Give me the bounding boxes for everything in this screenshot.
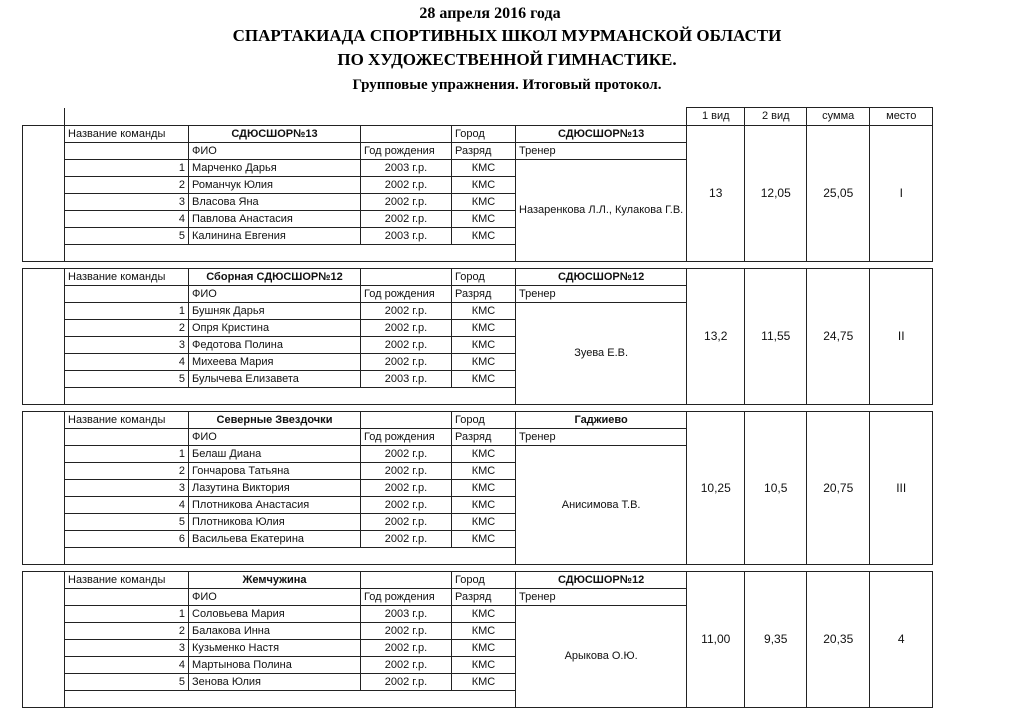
member-birth-year: 2003 г.р. <box>361 606 452 623</box>
member-birth-year: 2002 г.р. <box>361 531 452 548</box>
member-number: 1 <box>65 303 189 320</box>
member-fio: Марченко Дарья <box>189 160 361 177</box>
member-fio: Михеева Мария <box>189 354 361 371</box>
team-name: СДЮСШОР№13 <box>189 126 361 143</box>
member-rank: КМС <box>452 228 516 245</box>
member-fio: Плотникова Анастасия <box>189 497 361 514</box>
member-rank: КМС <box>452 531 516 548</box>
col-header-sum: сумма <box>807 108 870 126</box>
score-sum: 25,05 <box>807 126 870 262</box>
score-vid1: 11,00 <box>687 572 745 708</box>
member-rank: КМС <box>452 303 516 320</box>
member-number: 1 <box>65 606 189 623</box>
team-city: Гаджиево <box>516 412 687 429</box>
member-birth-year: 2002 г.р. <box>361 623 452 640</box>
column-header-row <box>23 108 933 126</box>
member-fio: Соловьева Мария <box>189 606 361 623</box>
member-rank: КМС <box>452 371 516 388</box>
member-birth-year: 2002 г.р. <box>361 480 452 497</box>
member-rank: КМС <box>452 623 516 640</box>
member-birth-year: 2002 г.р. <box>361 674 452 691</box>
member-number: 5 <box>65 371 189 388</box>
member-rank: КМС <box>452 160 516 177</box>
member-birth-year: 2002 г.р. <box>361 463 452 480</box>
team-city: СДЮСШОР№12 <box>516 269 687 286</box>
team-name-spacer <box>361 126 452 143</box>
header-spacer <box>65 589 189 606</box>
member-rank: КМС <box>452 497 516 514</box>
score-vid1: 10,25 <box>687 412 745 565</box>
team-name-label: Название команды <box>65 126 189 143</box>
member-number: 1 <box>65 446 189 463</box>
birth-year-label: Год рождения <box>361 429 452 446</box>
member-birth-year: 2002 г.р. <box>361 354 452 371</box>
col-header-vid1: 1 вид <box>687 108 745 126</box>
team-separator <box>23 262 933 269</box>
score-vid2: 10,5 <box>745 412 807 565</box>
birth-year-label: Год рождения <box>361 286 452 303</box>
team-name-row <box>23 269 933 286</box>
rank-label: Разряд <box>452 429 516 446</box>
document-title-line2: ПО ХУДОЖЕСТВЕННОЙ ГИМНАСТИКЕ. <box>337 50 677 69</box>
member-rank: КМС <box>452 211 516 228</box>
team-name-row <box>23 572 933 589</box>
team-name-spacer <box>361 269 452 286</box>
member-fio: Федотова Полина <box>189 337 361 354</box>
member-fio: Зенова Юлия <box>189 674 361 691</box>
city-label: Город <box>452 412 516 429</box>
member-number: 3 <box>65 194 189 211</box>
team-separator <box>23 405 933 412</box>
team-separator <box>23 565 933 572</box>
member-birth-year: 2002 г.р. <box>361 177 452 194</box>
document-subtitle: Групповые упражнения. Итоговый протокол. <box>352 77 662 93</box>
team-place: I <box>870 126 933 262</box>
member-fio: Балакова Инна <box>189 623 361 640</box>
team-block-margin <box>23 126 65 262</box>
member-fio: Белаш Диана <box>189 446 361 463</box>
member-number: 5 <box>65 514 189 531</box>
member-fio: Булычева Елизавета <box>189 371 361 388</box>
header-spacer <box>65 286 189 303</box>
team-block-margin <box>23 572 65 708</box>
team-block-margin <box>23 412 65 565</box>
member-birth-year: 2002 г.р. <box>361 337 452 354</box>
rank-label: Разряд <box>452 286 516 303</box>
member-number: 2 <box>65 623 189 640</box>
member-fio: Лазутина Виктория <box>189 480 361 497</box>
birth-year-label: Год рождения <box>361 589 452 606</box>
member-fio: Кузьменко Настя <box>189 640 361 657</box>
member-rank: КМС <box>452 606 516 623</box>
member-birth-year: 2002 г.р. <box>361 320 452 337</box>
team-place: II <box>870 269 933 405</box>
member-birth-year: 2002 г.р. <box>361 303 452 320</box>
team-name: Сборная СДЮСШОР№12 <box>189 269 361 286</box>
col-header-place: место <box>870 108 933 126</box>
fio-label: ФИО <box>189 143 361 160</box>
member-rank: КМС <box>452 480 516 497</box>
coach-label: Тренер <box>516 143 687 160</box>
member-rank: КМС <box>452 640 516 657</box>
header-spacer <box>65 429 189 446</box>
member-birth-year: 2002 г.р. <box>361 211 452 228</box>
member-number: 3 <box>65 480 189 497</box>
coach-label: Тренер <box>516 589 687 606</box>
member-fio: Мартынова Полина <box>189 657 361 674</box>
member-rank: КМС <box>452 514 516 531</box>
member-fio: Павлова Анастасия <box>189 211 361 228</box>
score-vid1: 13,2 <box>687 269 745 405</box>
team-place: 4 <box>870 572 933 708</box>
rank-label: Разряд <box>452 143 516 160</box>
team-name-label: Название команды <box>65 269 189 286</box>
member-number: 4 <box>65 657 189 674</box>
member-number: 6 <box>65 531 189 548</box>
member-fio: Опря Кристина <box>189 320 361 337</box>
member-rank: КМС <box>452 320 516 337</box>
member-number: 4 <box>65 354 189 371</box>
fio-label: ФИО <box>189 286 361 303</box>
header-spacer <box>65 143 189 160</box>
member-birth-year: 2003 г.р. <box>361 160 452 177</box>
member-number: 2 <box>65 463 189 480</box>
member-fio: Калинина Евгения <box>189 228 361 245</box>
score-sum: 20,35 <box>807 572 870 708</box>
fio-label: ФИО <box>189 429 361 446</box>
document-date: 28 апреля 2016 года <box>419 5 561 22</box>
empty-cell <box>65 245 516 262</box>
member-fio: Гончарова Татьяна <box>189 463 361 480</box>
member-rank: КМС <box>452 657 516 674</box>
rank-label: Разряд <box>452 589 516 606</box>
birth-year-label: Год рождения <box>361 143 452 160</box>
member-rank: КМС <box>452 446 516 463</box>
coach-label: Тренер <box>516 286 687 303</box>
city-label: Город <box>452 572 516 589</box>
member-rank: КМС <box>452 177 516 194</box>
city-label: Город <box>452 126 516 143</box>
fio-label: ФИО <box>189 589 361 606</box>
member-fio: Васильева Екатерина <box>189 531 361 548</box>
member-number: 2 <box>65 177 189 194</box>
member-birth-year: 2002 г.р. <box>361 446 452 463</box>
team-name-label: Название команды <box>65 412 189 429</box>
member-birth-year: 2003 г.р. <box>361 228 452 245</box>
score-vid2: 9,35 <box>745 572 807 708</box>
member-number: 5 <box>65 674 189 691</box>
team-city: СДЮСШОР№12 <box>516 572 687 589</box>
team-coach: Арыкова О.Ю. <box>516 606 687 708</box>
team-name-row <box>23 126 933 143</box>
team-name: Северные Звездочки <box>189 412 361 429</box>
team-name: Жемчужина <box>189 572 361 589</box>
member-number: 2 <box>65 320 189 337</box>
member-rank: КМС <box>452 354 516 371</box>
empty-cell <box>65 548 516 565</box>
member-birth-year: 2002 г.р. <box>361 514 452 531</box>
team-coach: Зуева Е.В. <box>516 303 687 405</box>
team-name-label: Название команды <box>65 572 189 589</box>
score-vid1: 13 <box>687 126 745 262</box>
member-rank: КМС <box>452 194 516 211</box>
member-birth-year: 2002 г.р. <box>361 194 452 211</box>
results-protocol-table <box>22 107 933 708</box>
member-rank: КМС <box>452 674 516 691</box>
member-number: 4 <box>65 497 189 514</box>
member-rank: КМС <box>452 463 516 480</box>
member-number: 4 <box>65 211 189 228</box>
score-vid2: 11,55 <box>745 269 807 405</box>
member-birth-year: 2002 г.р. <box>361 497 452 514</box>
score-vid2: 12,05 <box>745 126 807 262</box>
member-number: 1 <box>65 160 189 177</box>
member-number: 3 <box>65 640 189 657</box>
team-coach: Назаренкова Л.Л., Кулакова Г.В. <box>516 160 687 262</box>
member-fio: Романчук Юлия <box>189 177 361 194</box>
empty-cell <box>65 691 516 708</box>
member-fio: Власова Яна <box>189 194 361 211</box>
city-label: Город <box>452 269 516 286</box>
col-header-vid2: 2 вид <box>745 108 807 126</box>
coach-label: Тренер <box>516 429 687 446</box>
member-fio: Бушняк Дарья <box>189 303 361 320</box>
member-birth-year: 2003 г.р. <box>361 371 452 388</box>
member-number: 5 <box>65 228 189 245</box>
member-fio: Плотникова Юлия <box>189 514 361 531</box>
team-block-margin <box>23 269 65 405</box>
team-city: СДЮСШОР№13 <box>516 126 687 143</box>
score-sum: 24,75 <box>807 269 870 405</box>
team-name-spacer <box>361 572 452 589</box>
team-name-row <box>23 412 933 429</box>
score-sum: 20,75 <box>807 412 870 565</box>
member-rank: КМС <box>452 337 516 354</box>
document-title-line1: СПАРТАКИАДА СПОРТИВНЫХ ШКОЛ МУРМАНСКОЙ ОБЛАСТИ <box>232 26 782 45</box>
team-place: III <box>870 412 933 565</box>
member-birth-year: 2002 г.р. <box>361 640 452 657</box>
empty-cell <box>65 388 516 405</box>
team-name-spacer <box>361 412 452 429</box>
member-number: 3 <box>65 337 189 354</box>
member-birth-year: 2002 г.р. <box>361 657 452 674</box>
team-coach: Анисимова Т.В. <box>516 446 687 565</box>
